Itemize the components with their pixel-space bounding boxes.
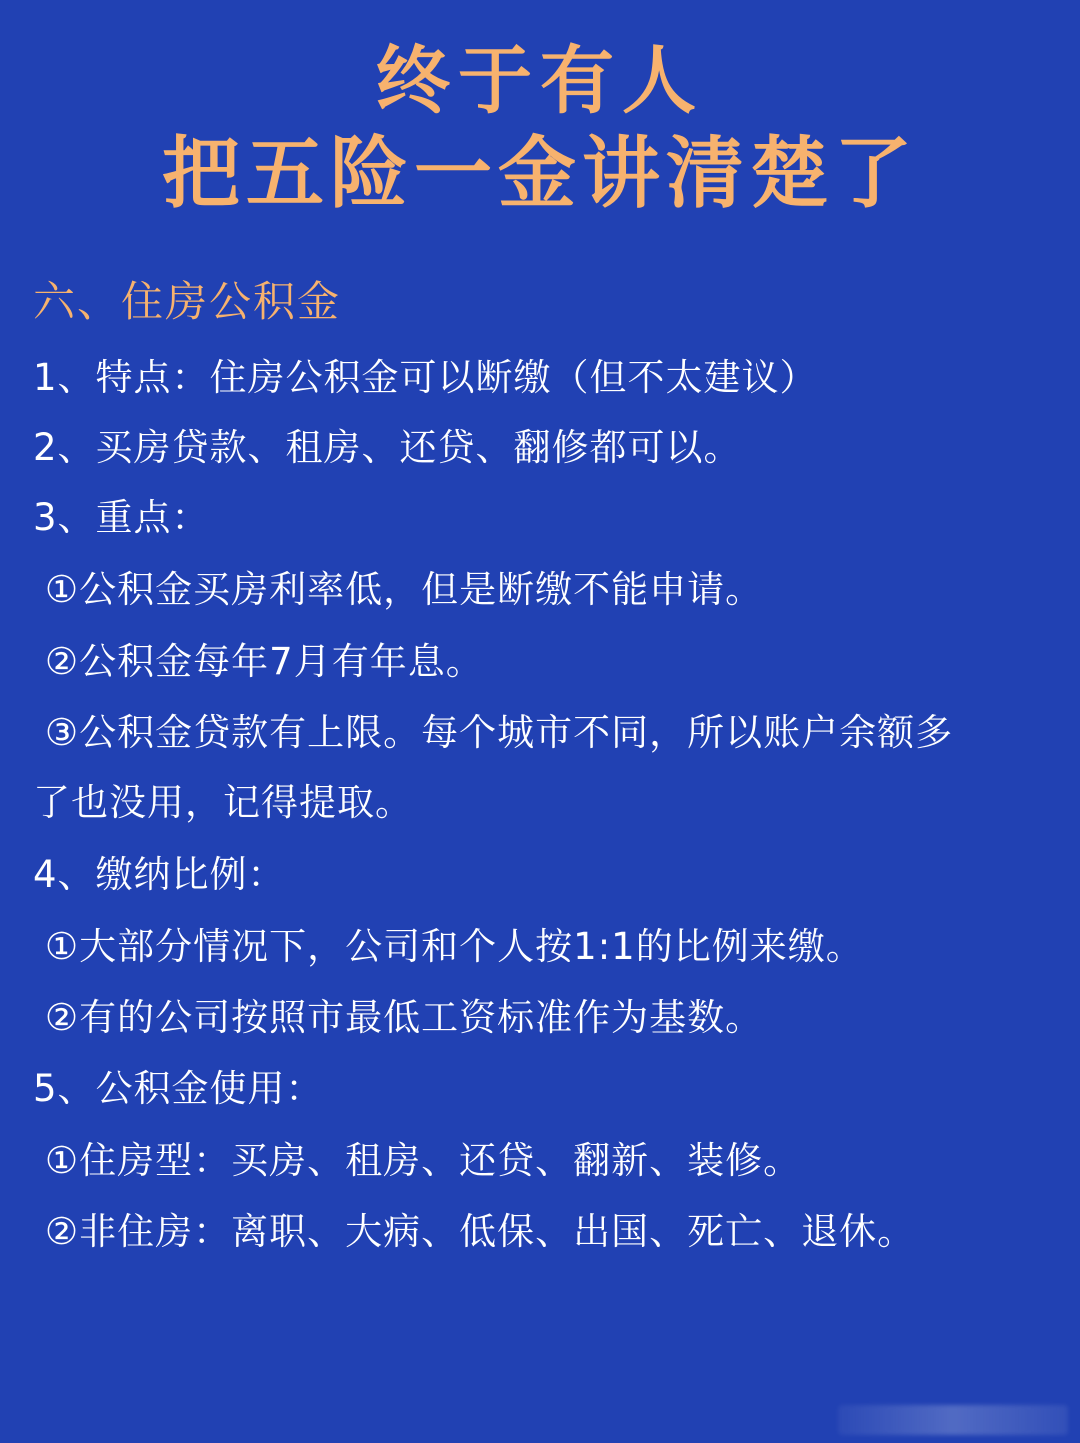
watermark-blur — [838, 1405, 1068, 1435]
point-3-item-3: ③公积金贷款有上限。每个城市不同，所以账户余额多 — [45, 711, 954, 754]
point-4-item-2: ②有的公司按照市最低工资标准作为基数。 — [45, 996, 764, 1039]
point-2-uses: 2、买房贷款、租房、还贷、翻修都可以。 — [33, 426, 742, 469]
point-3-item-2: ②公积金每年7月有年息。 — [45, 640, 484, 683]
point-4-item-1: ①大部分情况下，公司和个人按1:1的比例来缴。 — [45, 925, 864, 968]
point-5-heading: 5、公积金使用： — [33, 1067, 324, 1110]
point-3-item-1: ①公积金买房利率低，但是断缴不能申请。 — [45, 568, 764, 611]
point-1-features: 1、特点：住房公积金可以断缴（但不太建议） — [33, 356, 818, 399]
point-4-heading: 4、缴纳比例： — [33, 853, 286, 896]
point-5-item-1: ①住房型：买房、租房、还贷、翻新、装修。 — [45, 1139, 802, 1182]
point-3-item-3-continued: 了也没用，记得提取。 — [33, 781, 413, 824]
main-title-line-2: 把五险一金讲清楚了 — [161, 129, 918, 219]
main-title-line-1: 终于有人 — [376, 38, 704, 124]
watermark — [838, 1405, 1068, 1435]
point-3-heading: 3、重点： — [33, 496, 210, 539]
section-heading: 六、住房公积金 — [33, 277, 342, 326]
point-5-item-2: ②非住房：离职、大病、低保、出国、死亡、退休。 — [45, 1210, 916, 1253]
